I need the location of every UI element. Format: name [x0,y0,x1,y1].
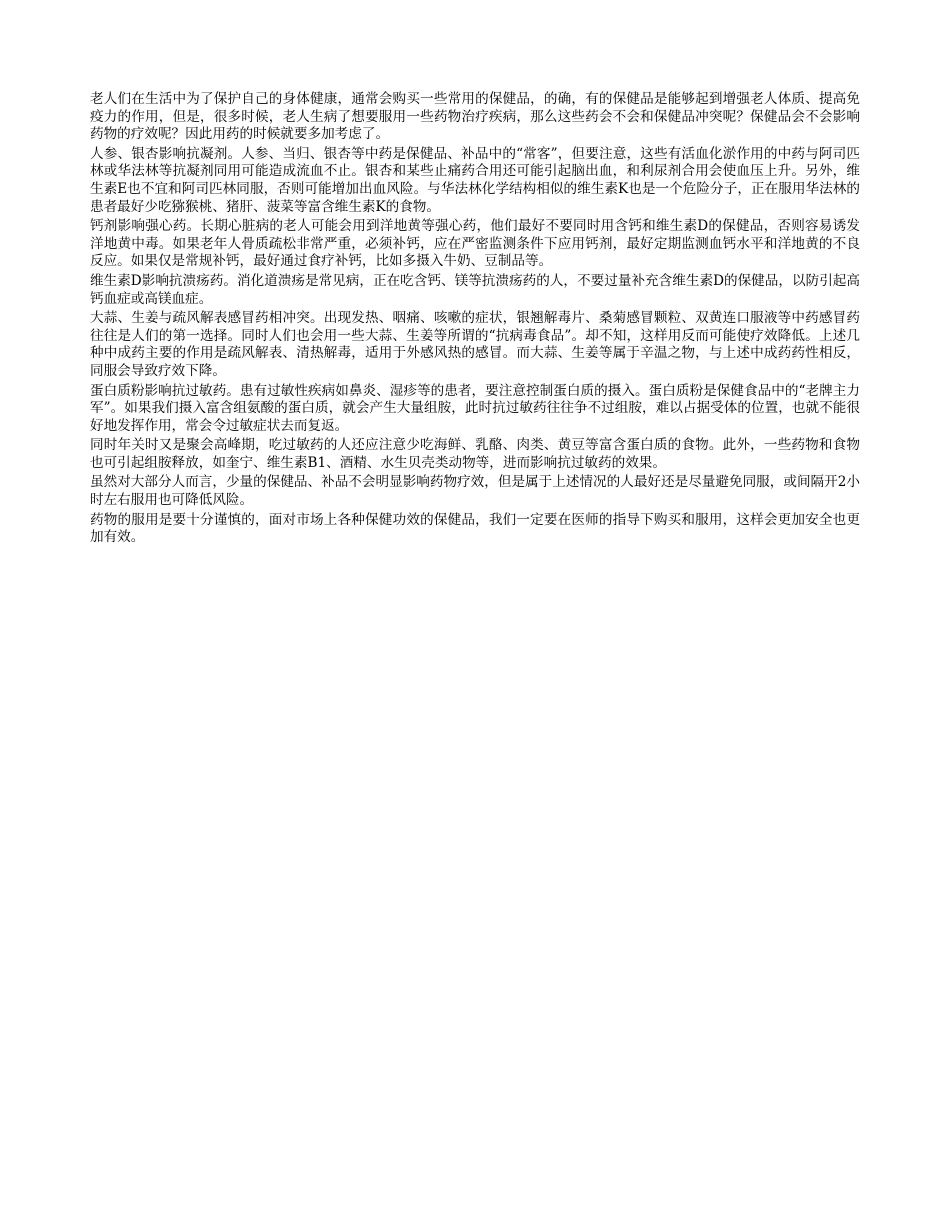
document-body [90,91,860,549]
paragraph-calcium-cardiotonic: 钙剂影响强心药。长期心脏病的老人可能会用到洋地黄等强心药，他们最好不要同时用含钙和维生素D的保健品，否则容易诱发洋地黄中毒。如果老年人骨质疏松非常严重，必须补钙，应在严密监测条件下应用钙剂，最好定期监测血钙水平和洋地黄的不良反应。如果仅是常规补钙，最好通过食疗补钙，比如多摄入牛奶、豆制品等。 [90,218,860,270]
paragraph-protein-antiallergy: 蛋白质粉影响抗过敏药。患有过敏性疾病如鼻炎、湿疹等的患者，要注意控制蛋白质的摄入。蛋白质粉是保健食品中的“老牌主力军”。如果我们摄入富含组氨酸的蛋白质，就会产生大量组胺，此时抗过敏药往往争不过组胺，难以占据受体的位置，也就不能很好地发挥作用，常会令过敏症状去而复返。 [90,382,860,434]
paragraph-intro: 老人们在生活中为了保护自己的身体健康，通常会购买一些常用的保健品，的确，有的保健品是能够起到增强老人体质、提高免疫力的作用，但是，很多时候，老人生病了想要服用一些药物治疗疾病，那么这些药会不会和保健品冲突呢？保健品会不会影响药物的疗效呢？因此用药的时候就要多加考虑了。 [90,91,860,143]
paragraph-conclusion: 药物的服用是要十分谨慎的，面对市场上各种保健功效的保健品，我们一定要在医师的指导下购买和服用，这样会更加安全也更加有效。 [90,511,860,546]
paragraph-vitamin-d-antiulcer: 维生素D影响抗溃疡药。消化道溃疡是常见病，正在吃含钙、镁等抗溃疡药的人，不要过量补充含维生素D的保健品，以防引起高钙血症或高镁血症。 [90,272,860,307]
paragraph-garlic-ginger-cold-medicine: 大蒜、生姜与疏风解表感冒药相冲突。出现发热、咽痛、咳嗽的症状，银翘解毒片、桑菊感冒颗粒、双黄连口服液等中药感冒药往往是人们的第一选择。同时人们也会用一些大蒜、生姜等所谓的“抗病毒食品”。却不知，这样用反而可能使疗效降低。上述几种中成药主要的作用是疏风解表、清热解毒，适用于外感风热的感冒。而大蒜、生姜等属于辛温之物，与上述中成药药性相反，同服会导致疗效下降。 [90,310,860,379]
paragraph-ginseng-anticoagulant: 人参、银杏影响抗凝剂。人参、当归、银杏等中药是保健品、补品中的“常客”，但要注意，这些有活血化淤作用的中药与阿司匹林或华法林等抗凝剂同用可能造成流血不止。银杏和某些止痛药合用还可能引起脑出血，和利尿剂合用会使血压上升。另外，维生素E也不宜和阿司匹林同服，否则可能增加出血风险。与华法林化学结构相似的维生素K也是一个危险分子，正在服用华法林的患者最好少吃猕猴桃、猪肝、菠菜等富含维生素K的食物。 [90,145,860,215]
paragraph-holiday-diet: 同时年关时又是聚会高峰期，吃过敏药的人还应注意少吃海鲜、乳酪、肉类、黄豆等富含蛋白质的食物。此外，一些药物和食物也可引起组胺释放，如奎宁、维生素B1、酒精、水生贝壳类动物等，进而影响抗过敏药的效果。 [90,437,860,471]
paragraph-risk-reduction: 虽然对大部分人而言，少量的保健品、补品不会明显影响药物疗效，但是属于上述情况的人最好还是尽量避免同服，或间隔开2小时左右服用也可降低风险。 [90,474,860,509]
